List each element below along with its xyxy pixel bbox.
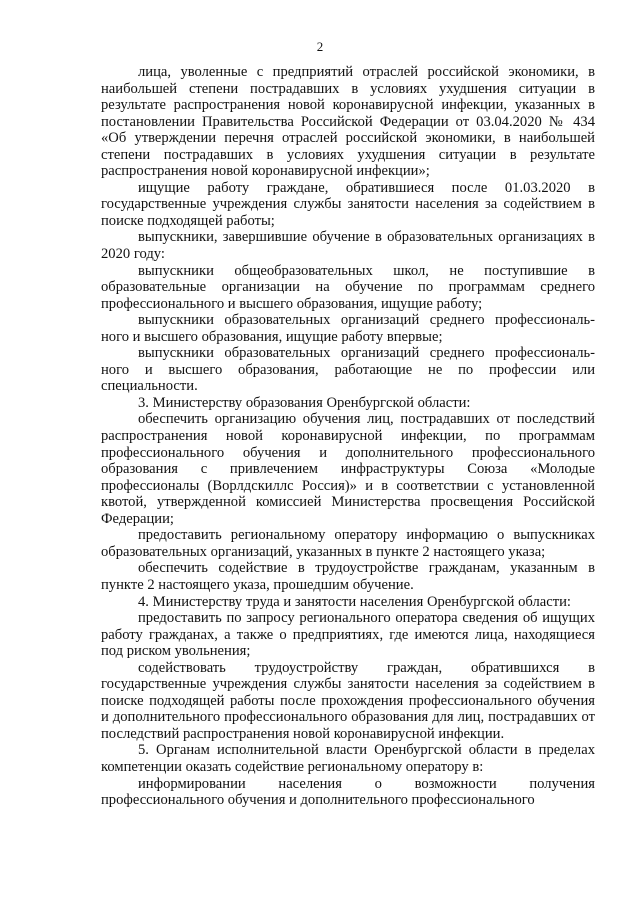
paragraph: содействовать трудоустройству граждан, обратившихся в государственные учреждения службы занятости населения за содействием в поиске подходящей работы после прохождения профессионального обучения и дополнительного профессионального образования для лиц, пострадавших от последствий распространения новой коронавирусной инфекции.	[101, 659, 595, 742]
paragraph: выпускники образовательных организаций среднего профессиональ-ного и высшего образования, ищущие работу впервые;	[101, 312, 595, 345]
paragraph: выпускники общеобразовательных школ, не поступившие в образовательные организации на обучение по программам среднего профессионального и высшего образования, ищущие работу;	[101, 262, 595, 312]
paragraph: обеспечить организацию обучения лиц, пострадавших от последствий распространения новой коронавирусной инфекции, по программам профессионального обучения и дополнительного профессионального образования с привлечением инфраструктуры Союза «Молодые профессионалы (Ворлдскиллс Россия)» и в соответствии с установленной квотой, утвержденной комиссией Министерства просвещения Российской Федерации;	[101, 411, 595, 527]
paragraph: предоставить региональному оператору информацию о выпускниках образовательных организаций, указанных в пункте 2 настоящего указа;	[101, 527, 595, 560]
paragraph: информировании населения о возможности получения профессионального обучения и дополнительного профессионального	[101, 775, 595, 809]
paragraph: ищущие работу граждане, обратившиеся после 01.03.2020 в государственные учреждения службы занятости населения за содействием в поиске подходящей работы;	[101, 179, 595, 229]
paragraph: 5. Органам исполнительной власти Оренбургской области в пределах компетенции оказать содействие региональному оператору в:	[101, 742, 595, 775]
paragraph: обеспечить содействие в трудоустройстве гражданам, указанным в пункте 2 настоящего указа, прошедшим обучение.	[101, 560, 595, 593]
paragraph: выпускники образовательных организаций среднего профессиональ-ного и высшего образования, работающие не по профессии или специальности.	[101, 345, 595, 395]
paragraph: 4. Министерству труда и занятости населения Оренбургской области:	[138, 593, 571, 610]
paragraph: предоставить по запросу регионального оператора сведения об ищущих работу гражданах, а также о предприятиях, где имеются лица, находящиеся под риском увольнения;	[101, 610, 595, 660]
decree-text-body	[101, 64, 595, 809]
paragraph: выпускники, завершившие обучение в образовательных организациях в 2020 году:	[101, 229, 595, 263]
page-number: 2	[316, 39, 324, 54]
paragraph: 3. Министерству образования Оренбургской области:	[138, 394, 471, 411]
paragraph: лица, уволенные с предприятий отраслей российской экономики, в наибольшей степени пострадавших в условиях ухудшения ситуации в результате распространения новой коронавирусной инфекции, указанных в постановлении Правительства Российской Федерации от 03.04.2020 № 434 «Об утверждении перечня отраслей российской экономики, в наибольшей степени пострадавших в условиях ухудшения ситуации в результате распространения новой коронавирусной инфекции»;	[101, 64, 595, 180]
